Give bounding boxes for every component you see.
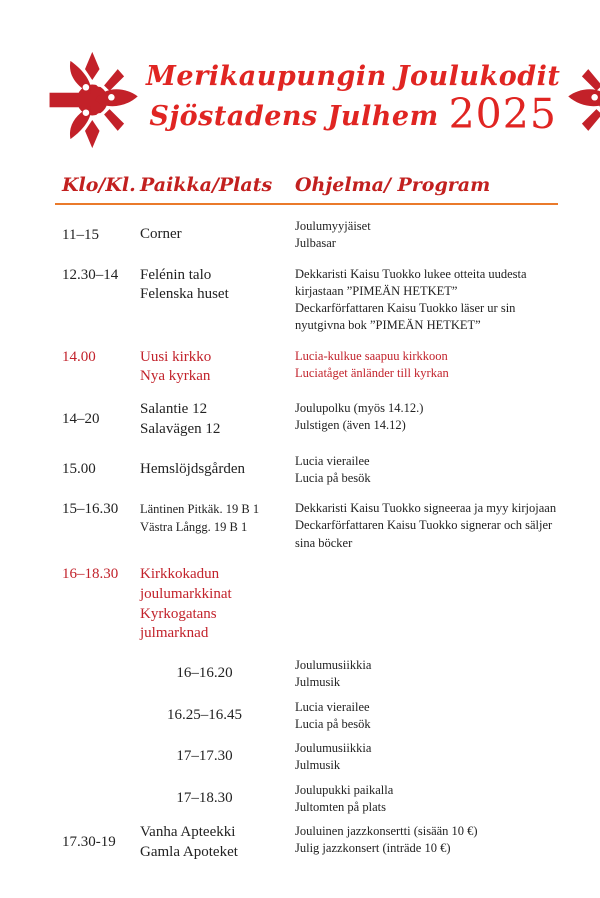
- page-title: [142, 62, 564, 138]
- title-year: 2025: [448, 90, 557, 139]
- schedule-row: [62, 823, 560, 863]
- place-cell: Uusi kirkko Nya kyrkan: [140, 348, 212, 385]
- column-header-program: Ohjelma/ Program: [295, 174, 491, 196]
- program-cell: Lucia vierailee Lucia på besök: [295, 699, 371, 731]
- schedule-row: [62, 218, 560, 253]
- program-cell: Joulupolku (myös 14.12.) Julstigen (även 14.12): [295, 401, 424, 433]
- time-cell: 12.30–14: [62, 266, 119, 283]
- program-cell: Jouluinen jazzkonsertti (sisään 10 €) Julig jazzkonsert (inträde 10 €): [295, 824, 478, 856]
- poster-page: [0, 50, 600, 898]
- place-cell: Felénin talo Felenska huset: [140, 266, 229, 303]
- place-cell: 16.25–16.45: [167, 706, 242, 723]
- program-cell: Dekkaristi Kaisu Tuokko lukee otteita uudesta kirjastaan ”PIMEÄN HETKET” Deckarförfattaren Kaisu Tuokko läser ur sin nyutgivna bok ”PIMEÄN HETKET”: [295, 266, 527, 333]
- time-cell: 11–15: [62, 226, 99, 243]
- schedule-row: [62, 500, 560, 552]
- time-cell: 17.30-19: [62, 834, 116, 851]
- place-cell: 16–16.20: [176, 665, 233, 682]
- place-cell: Läntinen Pitkäk. 19 B 1 Västra Långg. 19 B 1: [140, 502, 260, 535]
- time-cell: 14–20: [62, 411, 100, 428]
- place-cell: 17–18.30: [176, 789, 233, 806]
- title-finnish: Merikaupungin Joulukodit: [146, 60, 561, 92]
- schedule-row: [62, 565, 560, 644]
- place-cell: 17–17.30: [176, 748, 233, 765]
- time-cell: 15–16.30: [62, 501, 119, 518]
- header-rule: [55, 203, 558, 205]
- time-cell: 14.00: [62, 348, 96, 365]
- program-cell: Joulumusiikkia Julmusik: [295, 741, 372, 773]
- program-cell: Joulupukki paikalla Jultomten på plats: [295, 782, 394, 814]
- schedule-row: [62, 782, 560, 817]
- program-cell: Joulumyyjäiset Julbasar: [295, 219, 371, 251]
- time-cell: 15.00: [62, 461, 96, 478]
- program-cell: Joulumusiikkia Julmusik: [295, 658, 372, 690]
- schedule-rows: [62, 218, 560, 863]
- folk-snowflake-icon: [48, 50, 142, 150]
- program-cell: Lucia vierailee Lucia på besök: [295, 453, 371, 485]
- place-cell: Vanha Apteekki Gamla Apoteket: [140, 824, 238, 860]
- schedule-row: [62, 740, 560, 775]
- place-cell: Corner: [140, 226, 182, 243]
- title-swedish: [146, 92, 560, 138]
- schedule-row: [62, 348, 560, 388]
- place-cell: Salantie 12 Salavägen 12: [140, 401, 221, 437]
- schedule-row: [62, 400, 560, 440]
- schedule-row: [62, 699, 560, 734]
- masthead: [48, 50, 572, 150]
- schedule-row: [62, 657, 560, 692]
- title-swedish-text: Sjöstadens Julhem: [149, 101, 439, 133]
- place-cell: Kirkkokadun joulumarkkinat Kyrkogatans julmarknad: [140, 565, 232, 642]
- schedule-row: [62, 266, 560, 335]
- column-header-time: Klo/Kl.: [62, 174, 136, 196]
- schedule-row: [62, 453, 560, 488]
- table-header: [62, 174, 558, 196]
- program-cell: Dekkaristi Kaisu Tuokko signeeraa ja myy kirjojaan Deckarförfattaren Kaisu Tuokko signerar och säljer sina böcker: [295, 501, 557, 550]
- program-cell: Lucia-kulkue saapuu kirkkoon Luciatåget änländer till kyrkan: [295, 348, 449, 380]
- folk-snowflake-icon: [564, 50, 600, 150]
- time-cell: 16–18.30: [62, 565, 119, 582]
- column-header-place: Paikka/Plats: [140, 174, 273, 196]
- place-cell: Hemslöjdsgården: [140, 461, 245, 478]
